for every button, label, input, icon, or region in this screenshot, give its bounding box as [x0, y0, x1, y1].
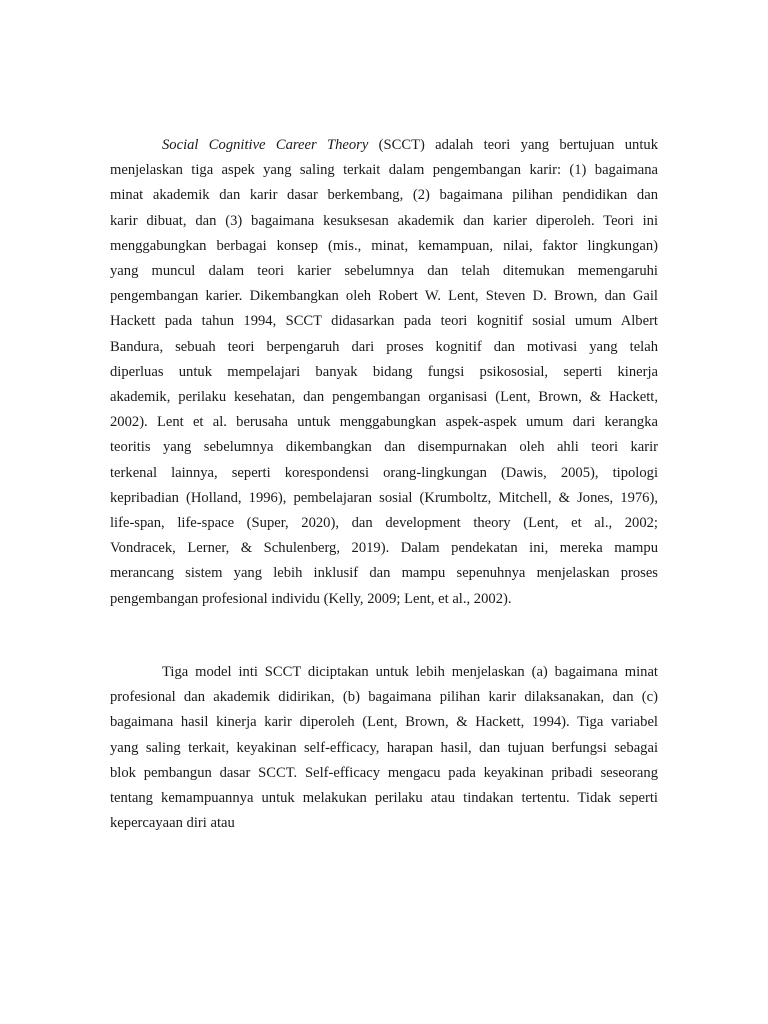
paragraph-1-line-15: kepribadian (Holland, 1996), pembelajaran sosial (Krumboltz, Mitchell, & Jones, 1976), [110, 489, 658, 506]
paragraph-1 [110, 133, 658, 612]
paragraph-1-line-18: merancang sistem yang lebih inklusif dan mampu sepenuhnya menjelaskan proses [110, 565, 658, 582]
paragraph-1-line-11: akademik, perilaku kesehatan, dan pengembangan organisasi (Lent, Brown, & Hackett, [110, 389, 658, 406]
paragraph-1-line-6: yang muncul dalam teori karier sebelumnya dan telah ditemukan memengaruhi [110, 263, 658, 280]
paragraph-1-line-4: karir dibuat, dan (3) bagaimana kesuksesan akademik dan karier diperoleh. Teori ini [110, 212, 658, 229]
scct-term: Social Cognitive Career Theory [162, 137, 369, 153]
paragraph-1-line-12: 2002). Lent et al. berusaha untuk menggabungkan aspek-aspek umum dari kerangka [110, 414, 658, 431]
paragraph-1-line-14: terkenal lainnya, seperti korespondensi orang-lingkungan (Dawis, 2005), tipologi [110, 464, 658, 481]
paragraph-1-line-5: menggabungkan berbagai konsep (mis., minat, kemampuan, nilai, faktor lingkungan) [110, 237, 658, 254]
paragraph-1-line-7: pengembangan karier. Dikembangkan oleh Robert W. Lent, Steven D. Brown, dan Gail [110, 288, 658, 305]
paragraph-1-line-1: Social Cognitive Career Theory (SCCT) adalah teori yang bertujuan untuk [162, 137, 659, 153]
paragraph-2-line-5: blok pembangun dasar SCCT. Self-efficacy mengacu pada keyakinan pribadi seseorang [110, 764, 658, 781]
paragraph-1-line-10: diperluas untuk mempelajari banyak bidang fungsi psikososial, seperti kinerja [110, 363, 658, 380]
paragraph-2-line-1: Tiga model inti SCCT diciptakan untuk lebih menjelaskan (a) bagaimana minat [162, 664, 658, 680]
paragraph-2-line-3: bagaimana hasil kinerja karir diperoleh (Lent, Brown, & Hackett, 1994). Tiga variabel [110, 714, 658, 731]
paragraph-1-line-2: menjelaskan tiga aspek yang saling terkait dalam pengembangan karir: (1) bagaimana [110, 162, 658, 179]
paragraph-1-line-19: pengembangan profesional individu (Kelly, 2009; Lent, et al., 2002). [110, 590, 512, 607]
paragraph-2 [110, 660, 658, 836]
paragraph-1-line-13: teoritis yang sebelumnya dikembangkan dan disempurnakan oleh ahli teori karir [110, 439, 658, 456]
paragraph-1-line-17: Vondracek, Lerner, & Schulenberg, 2019). Dalam pendekatan ini, mereka mampu [110, 540, 658, 557]
paragraph-1-line-9: Bandura, sebuah teori berpengaruh dari proses kognitif dan motivasi yang telah [110, 338, 658, 355]
paragraph-2-line-7: kepercayaan diri atau [110, 815, 235, 832]
paragraph-1-line-3: minat akademik dan karir dasar berkembang, (2) bagaimana pilihan pendidikan dan [110, 187, 658, 204]
paragraph-1-line-16: life-span, life-space (Super, 2020), dan development theory (Lent, et al., 2002; [110, 515, 658, 532]
paragraph-2-line-2: profesional dan akademik didirikan, (b) bagaimana pilihan karir dilaksanakan, dan (c) [110, 689, 658, 706]
paragraph-2-line-6: tentang kemampuannya untuk melakukan perilaku atau tindakan tertentu. Tidak seperti [110, 790, 658, 807]
paragraph-1-line-8: Hackett pada tahun 1994, SCCT didasarkan pada teori kognitif sosial umum Albert [110, 313, 658, 330]
paragraph-2-line-4: yang saling terkait, keyakinan self-efficacy, harapan hasil, dan tujuan berfungsi sebagai [110, 739, 658, 756]
